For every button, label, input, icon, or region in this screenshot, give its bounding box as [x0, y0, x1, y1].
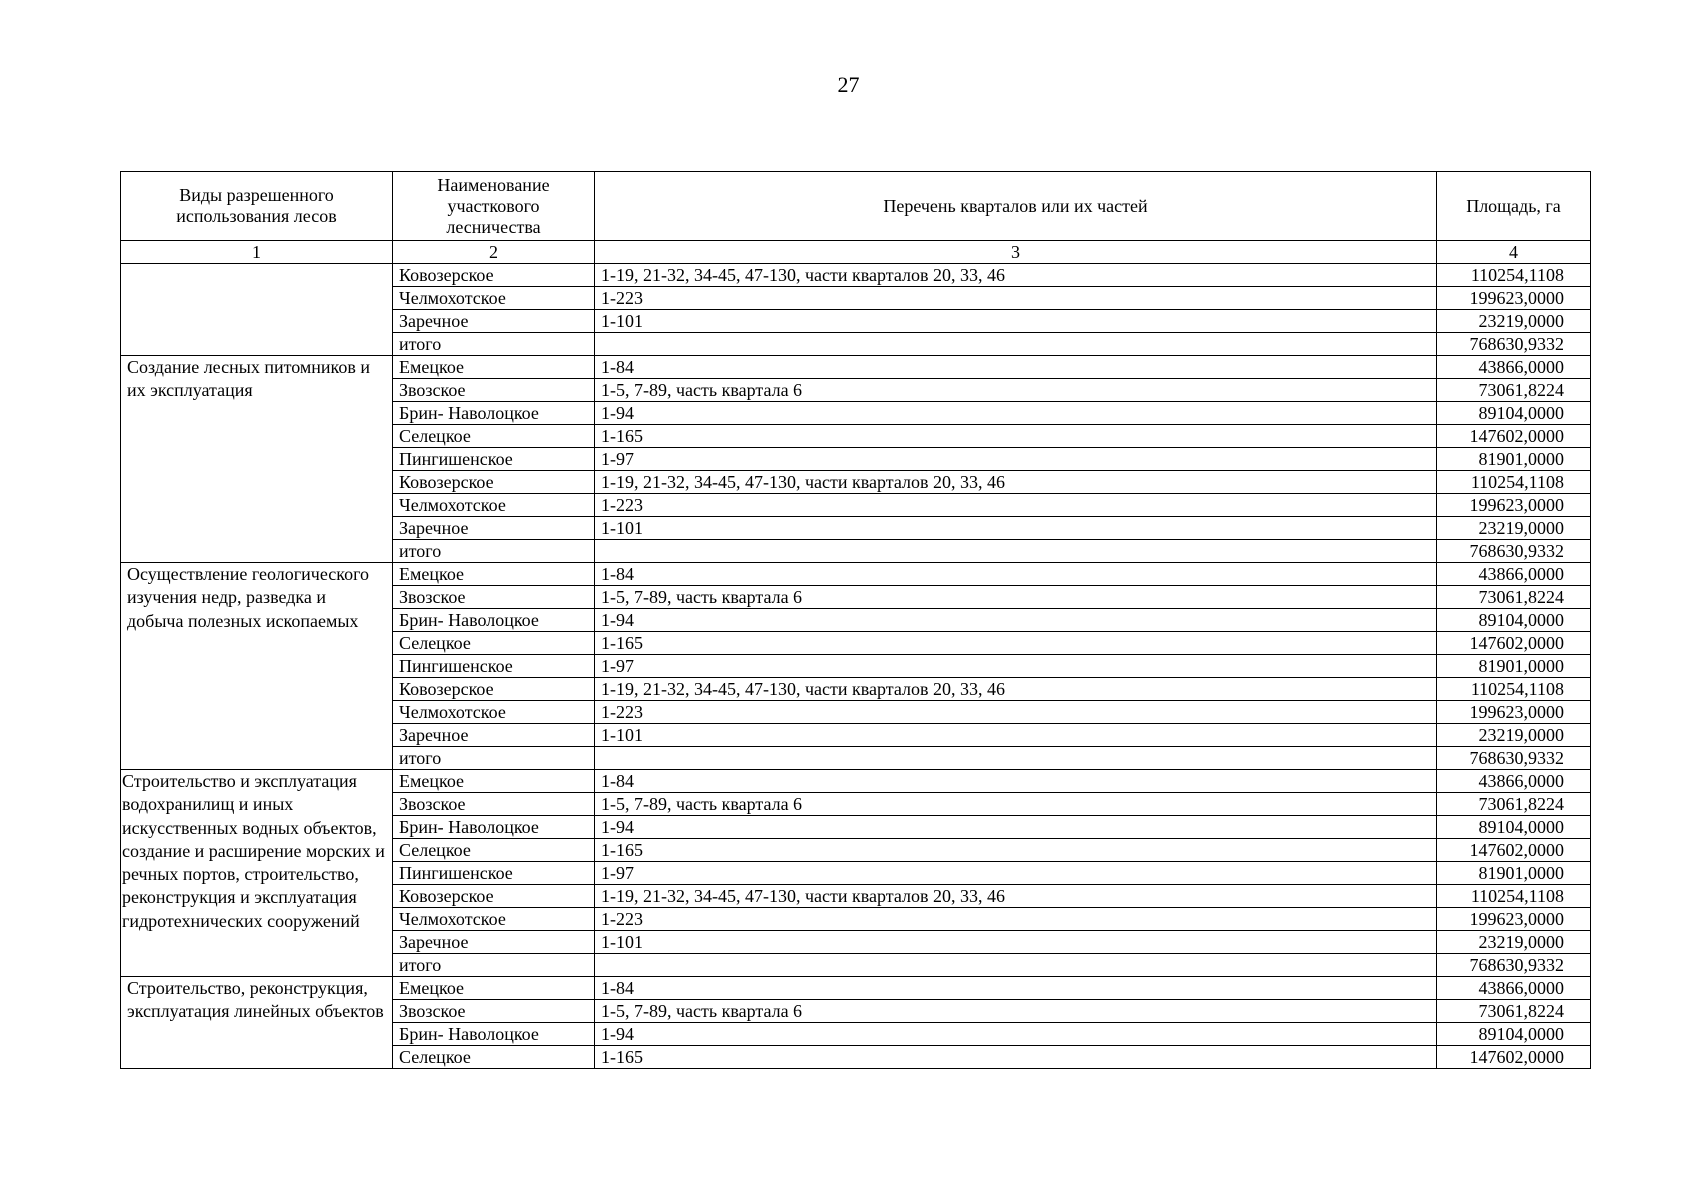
- header-quarters: Перечень кварталов или их частей: [595, 172, 1437, 241]
- forestry-cell: итого: [393, 954, 595, 977]
- forestry-cell: Брин- Наволоцкое: [393, 1023, 595, 1046]
- area-cell: 199623,0000: [1437, 908, 1591, 931]
- forestry-cell: Брин- Наволоцкое: [393, 816, 595, 839]
- forestry-cell: Челмохотское: [393, 494, 595, 517]
- forestry-cell: Звозское: [393, 586, 595, 609]
- column-number: 4: [1437, 241, 1591, 264]
- area-cell: 23219,0000: [1437, 310, 1591, 333]
- forestry-cell: Емецкое: [393, 977, 595, 1000]
- table-body: [121, 264, 1591, 1069]
- use-type-cell: Строительство и эксплуатация водохранилищ и иных искусственных водных объектов, создание и расширение морских и речных портов, строительство, реконструкция и эксплуатация гидротехнических сооружений: [121, 770, 393, 977]
- quarters-cell: 1-19, 21-32, 34-45, 47-130, части кварталов 20, 33, 46: [595, 471, 1437, 494]
- use-type-cell: Строительство, реконструкция, эксплуатация линейных объектов: [121, 977, 393, 1069]
- forestry-cell: Заречное: [393, 931, 595, 954]
- forestry-cell: Емецкое: [393, 563, 595, 586]
- area-cell: 110254,1108: [1437, 885, 1591, 908]
- area-cell: 768630,9332: [1437, 540, 1591, 563]
- quarters-cell: [595, 747, 1437, 770]
- area-cell: 768630,9332: [1437, 747, 1591, 770]
- forestry-cell: Пингишенское: [393, 862, 595, 885]
- quarters-cell: [595, 540, 1437, 563]
- use-type-cell: [121, 264, 393, 356]
- forestry-cell: Селецкое: [393, 1046, 595, 1069]
- forestry-cell: Челмохотское: [393, 908, 595, 931]
- header-forestry: Наименование участкового лесничества: [393, 172, 595, 241]
- quarters-cell: 1-97: [595, 862, 1437, 885]
- quarters-cell: 1-5, 7-89, часть квартала 6: [595, 379, 1437, 402]
- header-row: [121, 172, 1591, 241]
- area-cell: 43866,0000: [1437, 770, 1591, 793]
- area-cell: 89104,0000: [1437, 816, 1591, 839]
- forestry-cell: Звозское: [393, 793, 595, 816]
- area-cell: 110254,1108: [1437, 471, 1591, 494]
- forestry-cell: итого: [393, 747, 595, 770]
- area-cell: 89104,0000: [1437, 609, 1591, 632]
- table-row: [121, 356, 1591, 379]
- area-cell: 73061,8224: [1437, 793, 1591, 816]
- quarters-cell: 1-101: [595, 517, 1437, 540]
- forestry-cell: Челмохотское: [393, 701, 595, 724]
- quarters-cell: 1-94: [595, 402, 1437, 425]
- quarters-cell: 1-19, 21-32, 34-45, 47-130, части кварталов 20, 33, 46: [595, 885, 1437, 908]
- area-cell: 23219,0000: [1437, 931, 1591, 954]
- quarters-cell: 1-19, 21-32, 34-45, 47-130, части кварталов 20, 33, 46: [595, 264, 1437, 287]
- area-cell: 147602,0000: [1437, 839, 1591, 862]
- table-row: [121, 264, 1591, 287]
- header-use-type: Виды разрешенного использования лесов: [121, 172, 393, 241]
- forestry-cell: итого: [393, 333, 595, 356]
- forestry-cell: Ковозерское: [393, 885, 595, 908]
- forestry-cell: Ковозерское: [393, 678, 595, 701]
- forestry-cell: Звозское: [393, 1000, 595, 1023]
- page-number: 27: [837, 72, 860, 97]
- column-number: 3: [595, 241, 1437, 264]
- area-cell: 89104,0000: [1437, 402, 1591, 425]
- quarters-cell: 1-94: [595, 1023, 1437, 1046]
- quarters-cell: 1-94: [595, 609, 1437, 632]
- forestry-cell: Селецкое: [393, 425, 595, 448]
- forestry-cell: Челмохотское: [393, 287, 595, 310]
- forestry-cell: Пингишенское: [393, 655, 595, 678]
- area-cell: 110254,1108: [1437, 678, 1591, 701]
- quarters-cell: 1-223: [595, 494, 1437, 517]
- area-cell: 43866,0000: [1437, 563, 1591, 586]
- area-cell: 73061,8224: [1437, 586, 1591, 609]
- quarters-cell: 1-165: [595, 1046, 1437, 1069]
- area-cell: 89104,0000: [1437, 1023, 1591, 1046]
- forestry-cell: Заречное: [393, 310, 595, 333]
- forestry-cell: Селецкое: [393, 632, 595, 655]
- area-cell: 23219,0000: [1437, 724, 1591, 747]
- quarters-cell: 1-223: [595, 701, 1437, 724]
- use-type-cell: Создание лесных питомников и их эксплуатация: [121, 356, 393, 563]
- forestry-cell: Заречное: [393, 517, 595, 540]
- quarters-cell: 1-101: [595, 931, 1437, 954]
- quarters-cell: 1-101: [595, 310, 1437, 333]
- quarters-cell: 1-5, 7-89, часть квартала 6: [595, 793, 1437, 816]
- quarters-cell: 1-84: [595, 770, 1437, 793]
- quarters-cell: 1-97: [595, 448, 1437, 471]
- quarters-cell: 1-94: [595, 816, 1437, 839]
- area-cell: 199623,0000: [1437, 701, 1591, 724]
- area-cell: 199623,0000: [1437, 494, 1591, 517]
- forestry-cell: Брин- Наволоцкое: [393, 609, 595, 632]
- area-cell: 43866,0000: [1437, 977, 1591, 1000]
- forestry-cell: Емецкое: [393, 770, 595, 793]
- column-numbers-row: [121, 241, 1591, 264]
- quarters-cell: 1-223: [595, 287, 1437, 310]
- area-cell: 147602,0000: [1437, 1046, 1591, 1069]
- quarters-cell: 1-101: [595, 724, 1437, 747]
- header-area: Площадь, га: [1437, 172, 1591, 241]
- forestry-cell: итого: [393, 540, 595, 563]
- quarters-cell: [595, 954, 1437, 977]
- area-cell: 73061,8224: [1437, 1000, 1591, 1023]
- quarters-cell: 1-97: [595, 655, 1437, 678]
- quarters-cell: 1-165: [595, 839, 1437, 862]
- forestry-cell: Емецкое: [393, 356, 595, 379]
- quarters-cell: 1-5, 7-89, часть квартала 6: [595, 1000, 1437, 1023]
- quarters-cell: 1-223: [595, 908, 1437, 931]
- table-row: [121, 563, 1591, 586]
- forestry-cell: Пингишенское: [393, 448, 595, 471]
- quarters-cell: 1-84: [595, 563, 1437, 586]
- area-cell: 768630,9332: [1437, 333, 1591, 356]
- area-cell: 768630,9332: [1437, 954, 1591, 977]
- quarters-cell: 1-84: [595, 977, 1437, 1000]
- area-cell: 23219,0000: [1437, 517, 1591, 540]
- quarters-cell: 1-165: [595, 632, 1437, 655]
- forestry-cell: Заречное: [393, 724, 595, 747]
- quarters-cell: 1-5, 7-89, часть квартала 6: [595, 586, 1437, 609]
- area-cell: 43866,0000: [1437, 356, 1591, 379]
- quarters-cell: 1-84: [595, 356, 1437, 379]
- use-type-cell: Осуществление геологического изучения недр, разведка и добыча полезных ископаемых: [121, 563, 393, 770]
- area-cell: 81901,0000: [1437, 655, 1591, 678]
- table-row: [121, 770, 1591, 793]
- quarters-cell: 1-165: [595, 425, 1437, 448]
- area-cell: 81901,0000: [1437, 862, 1591, 885]
- area-cell: 147602,0000: [1437, 425, 1591, 448]
- quarters-cell: 1-19, 21-32, 34-45, 47-130, части кварталов 20, 33, 46: [595, 678, 1437, 701]
- area-cell: 199623,0000: [1437, 287, 1591, 310]
- forestry-cell: Ковозерское: [393, 471, 595, 494]
- area-cell: 147602,0000: [1437, 632, 1591, 655]
- forestry-cell: Звозское: [393, 379, 595, 402]
- column-number: 2: [393, 241, 595, 264]
- area-cell: 110254,1108: [1437, 264, 1591, 287]
- area-cell: 73061,8224: [1437, 379, 1591, 402]
- forest-use-table: [120, 171, 1591, 1069]
- forestry-cell: Ковозерское: [393, 264, 595, 287]
- area-cell: 81901,0000: [1437, 448, 1591, 471]
- table-row: [121, 977, 1591, 1000]
- forestry-cell: Селецкое: [393, 839, 595, 862]
- column-number: 1: [121, 241, 393, 264]
- forestry-cell: Брин- Наволоцкое: [393, 402, 595, 425]
- quarters-cell: [595, 333, 1437, 356]
